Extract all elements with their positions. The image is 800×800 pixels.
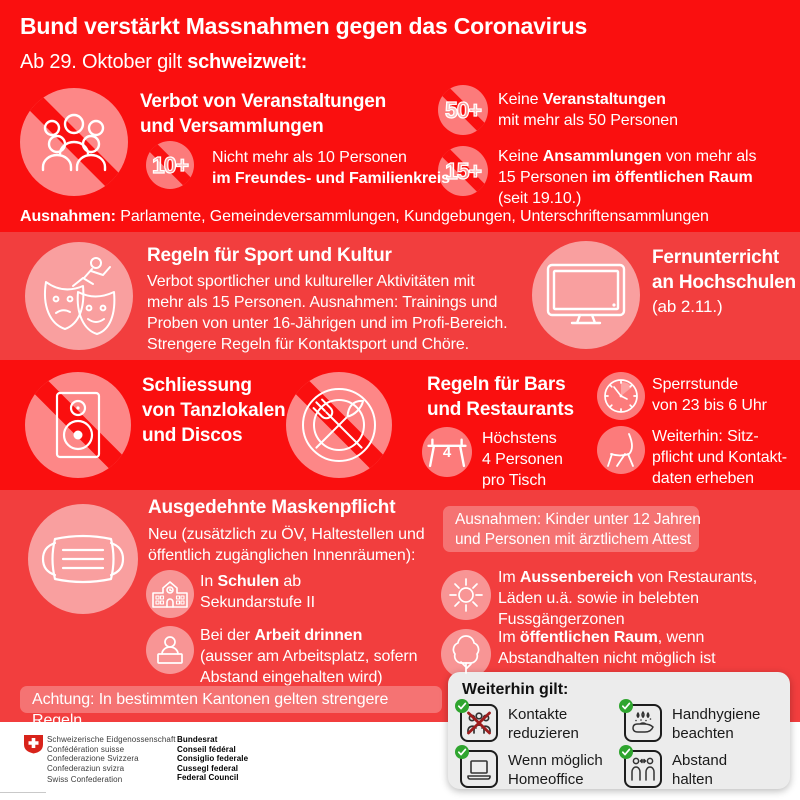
limit-50-badge	[438, 85, 488, 135]
cantons-warning-pill	[20, 686, 442, 729]
page-subtitle: Ab 29. Oktober gilt schweizweit:	[20, 51, 308, 73]
page-title: Bund verstärkt Massnahmen gegen das Coronavirus	[20, 13, 588, 39]
sport-culture-circle	[25, 242, 133, 350]
people-group-icon	[37, 112, 111, 172]
rule-item-homeoffice	[460, 750, 603, 789]
public-space-mask-text: Im öffentlichen Raum, wenn Abstandhalten nicht möglich ist	[498, 629, 716, 667]
sport-culture-text: Verbot sportlicher und kultureller Aktivitäten mit mehr als 15 Personen. Ausnahmen: Trainings und Proben von unter 16-Jährigen und im Profi-Bereich. Strengere Regeln für Kontaktsport und Chöre.	[147, 273, 508, 353]
events-ban-title: Verbot von Veranstaltungen und Versammlungen	[140, 91, 387, 137]
outdoor-mask-text: Im Aussenbereich von Restaurants, Läden u.ä. sowie in belebten Fussgängerzonen	[498, 569, 758, 628]
table-4-label: 4	[442, 444, 452, 461]
plate-cutlery-icon	[299, 385, 379, 465]
rule-item-contacts	[460, 704, 579, 743]
no-discos-circle	[25, 372, 131, 478]
person-at-desk-icon	[154, 635, 186, 665]
outdoor-badge	[441, 570, 491, 620]
limit-15-label: 15+	[444, 157, 481, 184]
remote-teaching-circle	[532, 241, 640, 349]
limit-50-text: Keine Veranstaltungen mit mehr als 50 Personen	[498, 91, 678, 129]
ongoing-rules-box	[448, 672, 790, 789]
mask-exceptions-text: Ausnahmen: Kinder unter 12 Jahren und Personen mit ärztlichem Attest	[455, 511, 701, 548]
discos-closure-title: Schliessung von Tanzlokalen und Discos	[142, 375, 286, 446]
mask-duty-circle	[28, 504, 138, 614]
events-exceptions-text: Ausnahmen: Parlamente, Gemeindeversammlungen, Kundgebungen, Unterschriftensammlungen	[20, 208, 709, 225]
limit-15-text: Keine Ansammlungen von mehr als 15 Personen im öffentlichen Raum (seit 19.10.)	[498, 148, 757, 207]
swiss-flag-logo	[23, 734, 44, 754]
no-gatherings-circle	[20, 88, 128, 196]
table-limit-text: Höchstens 4 Personen pro Tisch	[482, 430, 563, 489]
curfew-text: Sperrstunde von 23 bis 6 Uhr	[652, 376, 767, 414]
check-icon	[455, 699, 469, 713]
limit-50-label: 50+	[444, 96, 481, 123]
monitor-icon	[546, 263, 626, 327]
speaker-icon	[55, 391, 101, 459]
limit-10-label: 10+	[151, 151, 188, 178]
hand-hygiene-icon	[630, 710, 656, 736]
school-badge	[146, 570, 194, 618]
theater-masks-runner-icon	[40, 254, 118, 338]
cantons-warning-text: Achtung: In bestimmten Kantonen gelten strengere Regeln	[32, 691, 389, 729]
work-badge	[146, 626, 194, 674]
check-icon	[619, 745, 633, 759]
restaurant-rules-circle	[286, 372, 392, 478]
curfew-badge	[597, 372, 645, 420]
federal-council-names: Bundesrat Conseil fédéral Consiglio federale Cussegl federal Federal Council	[177, 735, 249, 783]
check-icon	[619, 699, 633, 713]
work-mask-text: Bei der Arbeit drinnen (ausser am Arbeitsplatz, sofern Abstand eingehalten wird)	[200, 627, 418, 686]
sport-culture-title: Regeln für Sport und Kultur	[147, 245, 392, 266]
rule-label: Abstand halten	[672, 752, 728, 788]
tree-icon	[451, 634, 481, 674]
remote-teaching-date: (ab 2.11.)	[652, 297, 723, 316]
limit-15-badge	[438, 146, 488, 196]
limit-10-badge	[146, 141, 194, 189]
rule-icon-frame	[460, 750, 498, 788]
swiss-confederation-label: Swiss Confederation	[47, 775, 123, 784]
rule-icon-frame	[624, 750, 662, 788]
bars-restaurants-title: Regeln für Bars und Restaurants	[427, 374, 574, 420]
ongoing-rules-title: Weiterhin gilt:	[462, 681, 569, 698]
rule-item-hygiene	[624, 704, 760, 743]
check-icon	[455, 745, 469, 759]
rule-label: Wenn möglich Homeoffice	[508, 752, 603, 788]
school-mask-text: In Schulen ab Sekundarstufe II	[200, 573, 315, 611]
confederation-names: Schweizerische Eidgenossenschaft Confédération suisse Confederazione Svizzera Confederaziun svizra	[47, 735, 176, 774]
mask-exceptions-box	[443, 506, 699, 552]
limit-10-text: Nicht mehr als 10 Personen im Freundes- und Familienkreis	[212, 149, 450, 187]
rule-item-distance	[624, 750, 727, 789]
sun-icon	[448, 577, 484, 613]
seating-contact-text: Weiterhin: Sitz- pflicht und Kontakt- daten erheben	[652, 428, 787, 487]
contacts-crossed-icon	[466, 710, 492, 736]
remote-teaching-title: Fernunterricht an Hochschulen	[652, 247, 796, 293]
chair-icon	[605, 432, 637, 468]
rule-label: Handhygiene beachten	[672, 706, 761, 742]
table-4-badge	[422, 427, 472, 477]
laptop-homeoffice-icon	[466, 756, 492, 782]
mask-duty-intro: Neu (zusätzlich zu ÖV, Haltestellen und öffentlich zugänglichen Innenräumen):	[148, 526, 425, 564]
rule-label: Kontakte reduzieren	[508, 706, 579, 742]
footer-divider	[0, 792, 46, 793]
rule-icon-frame	[624, 704, 662, 742]
face-mask-icon	[41, 531, 125, 587]
rule-icon-frame	[460, 704, 498, 742]
mask-duty-title: Ausgedehnte Maskenpflicht	[148, 497, 396, 518]
clock-icon	[603, 378, 639, 414]
school-building-icon	[151, 579, 189, 609]
keep-distance-icon	[630, 756, 656, 782]
seating-badge	[597, 426, 645, 474]
